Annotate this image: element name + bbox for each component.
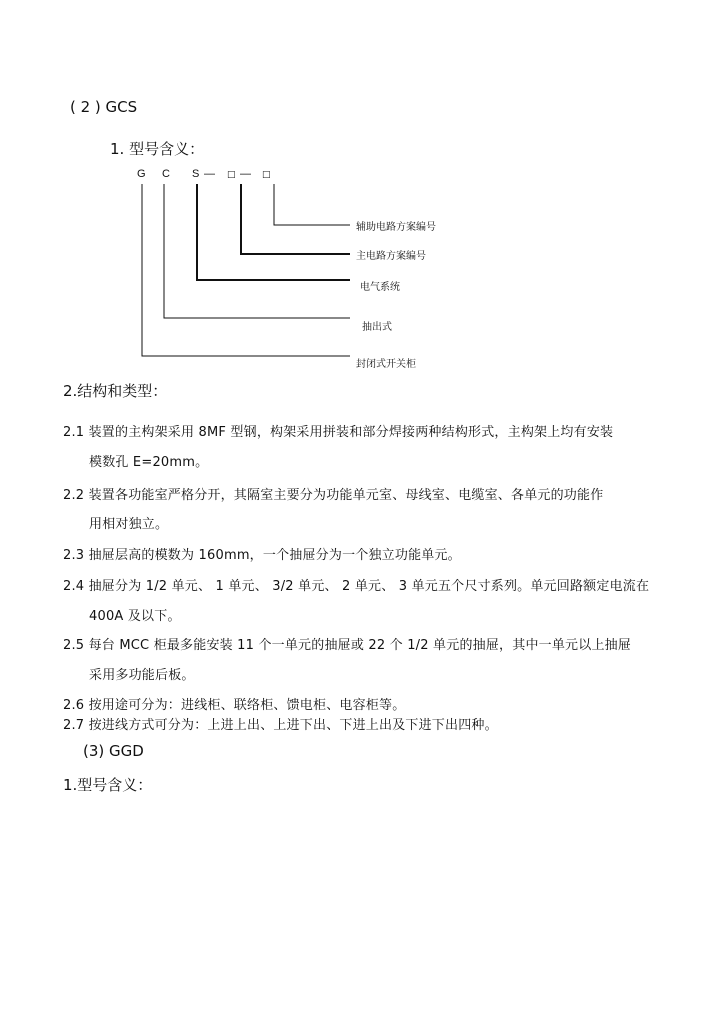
structure-heading: 2.结构和类型： xyxy=(63,382,168,400)
code-box-1: □ xyxy=(227,170,236,180)
ggd-model-meaning-heading: 1.型号含义： xyxy=(63,776,153,794)
item-2-1-line2: 模数孔 E=20mm。 xyxy=(89,455,209,470)
section-heading-ggd: (3) GGD xyxy=(83,742,144,760)
model-meaning-heading: 1. 型号含义： xyxy=(110,140,205,158)
connector-enclosed-switchgear xyxy=(142,184,350,356)
code-letter-c: C xyxy=(162,168,170,180)
item-2-6: 2.6 按用途可分为：进线柜、联络柜、馈电柜、电容柜等。 xyxy=(63,698,406,713)
item-2-7: 2.7 按进线方式可分为：上进上出、上进下出、下进上出及下进下出四种。 xyxy=(63,718,498,733)
section-heading-gcs: ( 2 ) GCS xyxy=(70,98,138,116)
code-box-2: □ xyxy=(262,170,271,180)
item-2-4-line2: 400A 及以下。 xyxy=(89,609,181,624)
item-2-4-line1: 2.4 抽屉分为 1/2 单元、 1 单元、 3/2 单元、 2 单元、 3 单元五个尺寸系列。单元回路额定电流在 xyxy=(63,579,650,594)
item-2-5-line2: 采用多功能后板。 xyxy=(89,668,195,683)
item-2-5-line1: 2.5 每台 MCC 柜最多能安装 11 个一单元的抽屉或 22 个 1/2 单元的抽屉，其中一单元以上抽屉 xyxy=(63,638,632,653)
code-separator-2: — xyxy=(240,168,251,180)
label-aux-circuit: 辅助电路方案编号 xyxy=(356,222,436,233)
code-letter-g: G xyxy=(137,168,146,180)
connector-aux-circuit xyxy=(274,184,350,225)
label-withdrawable: 抽出式 xyxy=(362,322,392,333)
item-2-2-line1: 2.2 装置各功能室严格分开，其隔室主要分为功能单元室、母线室、电缆室、各单元的功能作 xyxy=(63,488,604,503)
item-2-2-line2: 用相对独立。 xyxy=(89,517,169,532)
connector-withdrawable xyxy=(164,184,350,318)
item-2-3: 2.3 抽屉层高的模数为 160mm，一个抽屉分为一个独立功能单元。 xyxy=(63,548,461,563)
code-separator-1: — xyxy=(204,168,215,180)
item-2-1-line1: 2.1 装置的主构架采用 8MF 型钢，构架采用拼装和部分焊接两种结构形式，主构架上均有安装 xyxy=(63,425,614,440)
label-enclosed-switchgear: 封闭式开关柜 xyxy=(356,359,416,370)
diagram-connector-lines xyxy=(0,0,724,400)
label-electrical-system: 电气系统 xyxy=(360,282,400,293)
label-main-circuit: 主电路方案编号 xyxy=(356,251,426,262)
code-letter-s: S xyxy=(192,168,200,180)
connector-main-circuit xyxy=(241,184,350,254)
